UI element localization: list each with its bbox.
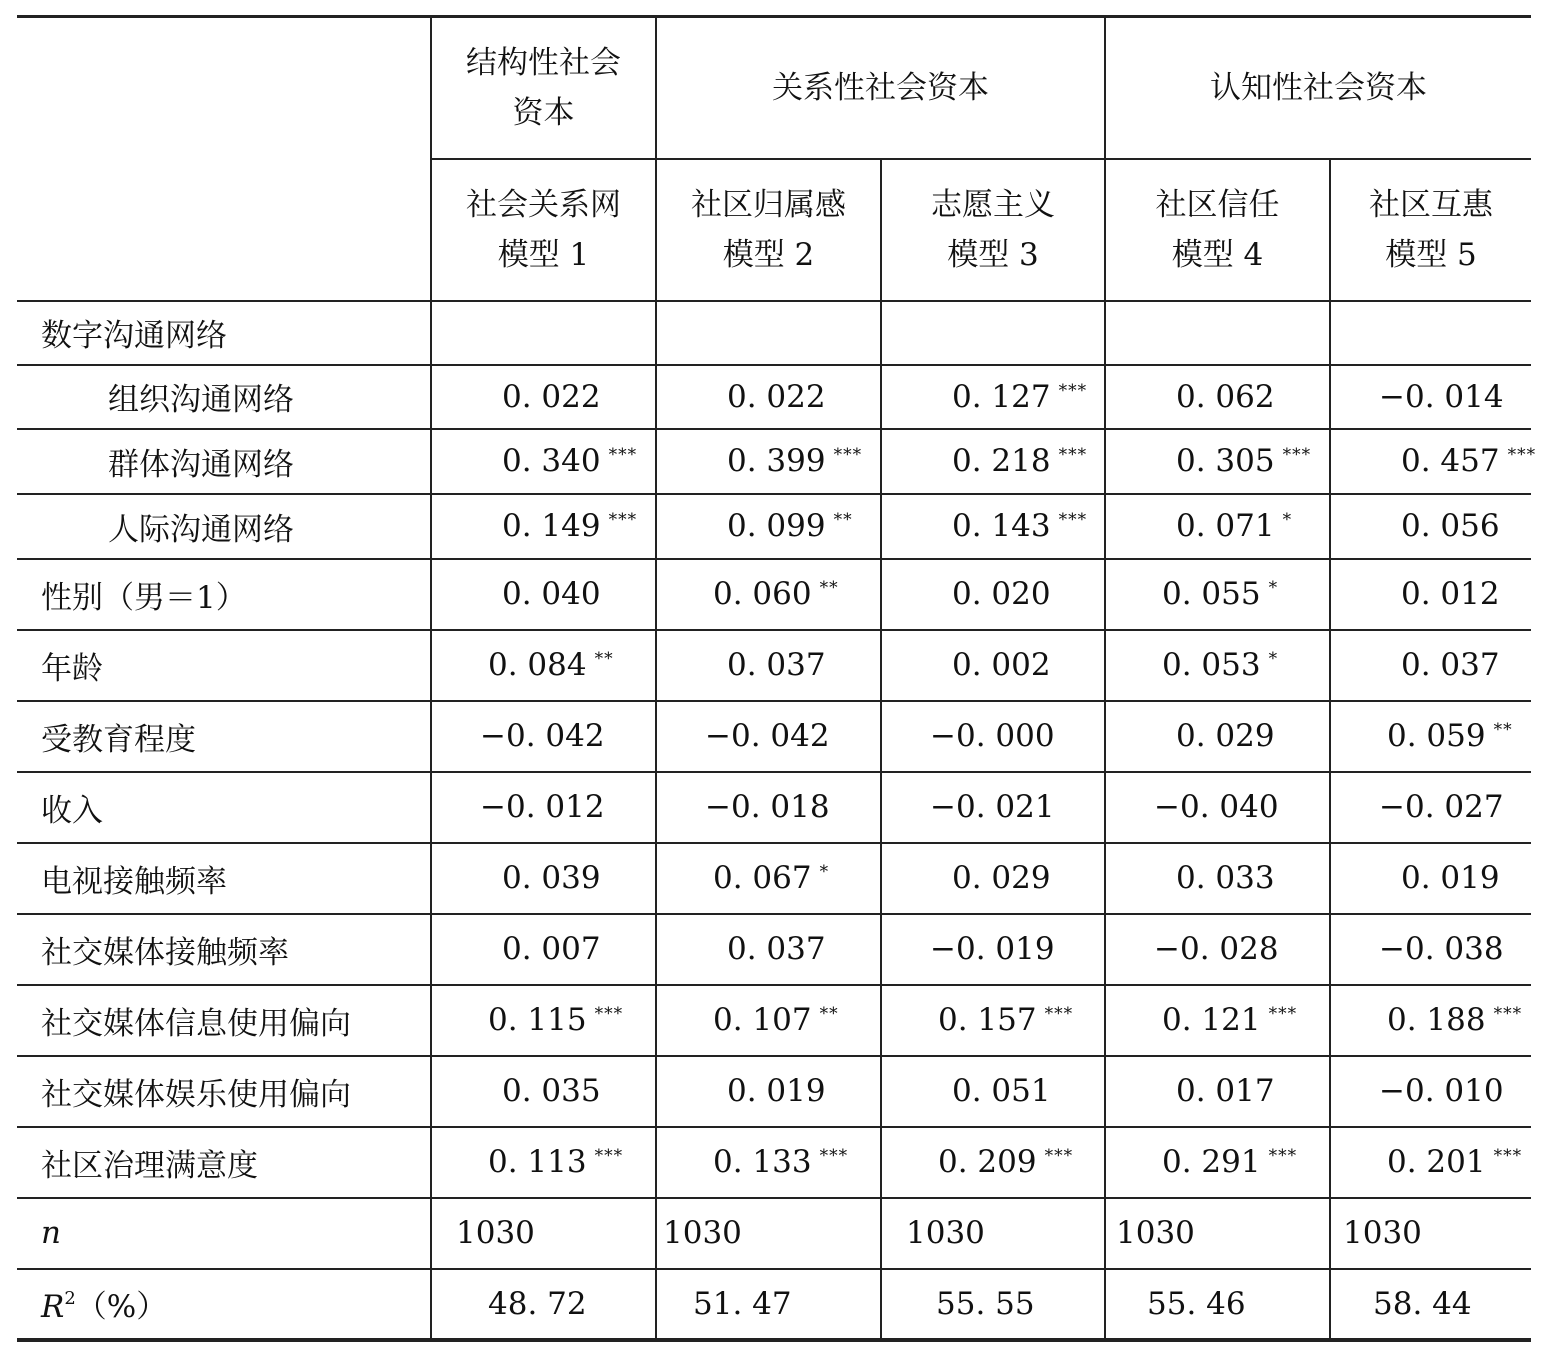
r2-unit: （%）	[75, 1289, 168, 1325]
coef-cell	[1105, 772, 1330, 843]
empty-cell	[1105, 301, 1330, 365]
significance-stars: ***	[1507, 445, 1537, 465]
empty-cell	[1330, 301, 1531, 365]
coef-cell	[656, 772, 881, 843]
table-row	[17, 701, 1531, 772]
coef-cell	[431, 914, 656, 985]
coef-cell	[881, 1056, 1105, 1127]
coef-cell	[656, 843, 881, 914]
coef-value: 0. 218	[952, 443, 1051, 479]
coef-cell	[431, 1056, 656, 1127]
coef-cell	[656, 630, 881, 701]
significance-stars: ***	[833, 445, 863, 465]
significance-stars: **	[594, 649, 614, 669]
coef-value: −0. 018	[705, 789, 830, 825]
coef-cell	[881, 772, 1105, 843]
coef-value: 0. 002	[952, 647, 1051, 683]
r2-cell-1: 48. 72	[431, 1269, 656, 1340]
header-group-cognitive: 认知性社会资本	[1105, 17, 1531, 159]
n-cell-2: 1030	[656, 1198, 881, 1269]
coef-cell	[1330, 630, 1531, 701]
coef-cell	[1330, 843, 1531, 914]
coef-value: 0. 113	[488, 1144, 587, 1180]
coef-cell	[1105, 1056, 1330, 1127]
coef-value: −0. 038	[1379, 931, 1504, 967]
table-row	[17, 494, 1531, 559]
coef-value: 0. 291	[1162, 1144, 1261, 1180]
row-label: 社区治理满意度	[17, 1127, 431, 1198]
n-cell-3: 1030	[881, 1198, 1105, 1269]
table-row	[17, 1056, 1531, 1127]
coef-value: −0. 019	[930, 931, 1055, 967]
coef-cell	[656, 985, 881, 1056]
coef-value: 0. 029	[952, 860, 1051, 896]
data-rows	[17, 365, 1537, 1198]
coef-value: 0. 022	[727, 378, 826, 415]
coef-value: −0. 040	[1154, 789, 1279, 825]
coef-cell	[1330, 1056, 1531, 1127]
coef-cell	[431, 365, 656, 429]
coef-cell	[1330, 701, 1531, 772]
coef-cell	[881, 365, 1105, 429]
r2-cell-2: 51. 47	[656, 1269, 881, 1340]
coef-value: 0. 007	[502, 931, 601, 967]
header-col-2-model: 模型 2	[722, 236, 815, 273]
table-row	[17, 365, 1531, 429]
significance-stars: ***	[1044, 1004, 1074, 1024]
row-label: 社交媒体娱乐使用偏向	[17, 1056, 431, 1127]
coef-value: 0. 051	[952, 1073, 1051, 1109]
coef-value: 0. 399	[727, 443, 826, 479]
coef-value: 0. 305	[1176, 443, 1275, 479]
coef-value: 0. 059	[1387, 718, 1486, 754]
header-col-4-dv: 社区信任	[1155, 186, 1280, 223]
r2-symbol: R	[41, 1289, 65, 1325]
r2-cell-5: 58. 44	[1330, 1269, 1531, 1340]
row-label: 社交媒体信息使用偏向	[17, 985, 431, 1056]
coef-value: 0. 019	[1401, 860, 1500, 896]
coef-value: 0. 457	[1401, 443, 1500, 479]
coef-value: 0. 099	[727, 508, 826, 544]
significance-stars: **	[833, 510, 853, 530]
significance-stars: ***	[608, 510, 638, 530]
significance-stars: *	[1268, 649, 1279, 669]
coef-cell	[1105, 1127, 1330, 1198]
r2-cell-3: 55. 55	[881, 1269, 1105, 1340]
coef-cell	[1105, 365, 1330, 429]
coef-cell	[881, 1127, 1105, 1198]
coef-cell	[1330, 494, 1531, 559]
coef-value: −0. 027	[1379, 789, 1504, 825]
empty-cell	[656, 301, 881, 365]
n-symbol: n	[41, 1215, 61, 1251]
significance-stars: ***	[1044, 1146, 1074, 1166]
coef-cell	[431, 772, 656, 843]
row-label: 年龄	[17, 630, 431, 701]
significance-stars: *	[1268, 578, 1279, 598]
coef-cell	[1105, 843, 1330, 914]
significance-stars: *	[819, 862, 830, 882]
coef-value: 0. 039	[502, 860, 601, 896]
empty-cell	[431, 301, 656, 365]
table-row	[17, 1127, 1531, 1198]
header-group-relational: 关系性社会资本	[656, 17, 1105, 159]
header-col-5-model: 模型 5	[1385, 236, 1477, 273]
coef-cell	[431, 630, 656, 701]
header-col-1-model: 模型 1	[497, 236, 590, 273]
coef-value: 0. 012	[1401, 576, 1500, 612]
table-row	[17, 429, 1531, 494]
header-col-3	[881, 159, 1105, 301]
header-col-2	[656, 159, 881, 301]
coef-cell	[656, 1127, 881, 1198]
coef-value: 0. 071	[1176, 508, 1275, 544]
row-label: 人际沟通网络	[17, 494, 431, 559]
coef-value: 0. 060	[713, 576, 812, 612]
significance-stars: ***	[1058, 510, 1088, 530]
coef-value: −0. 000	[930, 718, 1055, 754]
coef-value: 0. 084	[488, 647, 587, 683]
r2-exponent: 2	[64, 1288, 76, 1309]
n-label	[17, 1198, 431, 1269]
coef-value: 0. 037	[727, 647, 826, 683]
r2-cell-4: 55. 46	[1105, 1269, 1330, 1340]
n-cell-1: 1030	[431, 1198, 656, 1269]
n-cell-5: 1030	[1330, 1198, 1531, 1269]
header-col-3-dv: 志愿主义	[931, 186, 1055, 223]
table-row	[17, 914, 1531, 985]
coef-value: 0. 188	[1387, 1002, 1486, 1038]
coef-cell	[881, 630, 1105, 701]
coef-value: −0. 028	[1154, 931, 1279, 967]
coef-cell	[881, 985, 1105, 1056]
coef-value: 0. 035	[502, 1073, 601, 1109]
coef-value: 0. 029	[1176, 718, 1275, 754]
coef-cell	[656, 559, 881, 630]
header-group-structural	[431, 17, 656, 159]
coef-cell	[1330, 985, 1531, 1056]
table-row	[17, 559, 1531, 630]
coef-cell	[656, 1056, 881, 1127]
header-col-5	[1330, 159, 1531, 301]
coef-cell	[431, 701, 656, 772]
coef-cell	[656, 365, 881, 429]
row-label: 群体沟通网络	[17, 429, 431, 494]
coef-value: 0. 022	[502, 378, 601, 415]
n-row	[17, 1198, 1531, 1269]
header-group-structural-line2: 资本	[512, 94, 575, 131]
r2-label	[17, 1269, 431, 1340]
significance-stars: ***	[1493, 1146, 1523, 1166]
coef-value: −0. 012	[480, 789, 605, 825]
coef-cell	[881, 843, 1105, 914]
significance-stars: ***	[1058, 445, 1088, 465]
coef-cell	[1330, 559, 1531, 630]
coef-value: 0. 149	[502, 508, 601, 544]
coef-cell	[1105, 559, 1330, 630]
coef-cell	[431, 985, 656, 1056]
coef-value: 0. 127	[952, 378, 1051, 415]
significance-stars: ***	[1058, 380, 1088, 401]
coef-value: 0. 209	[938, 1144, 1037, 1180]
header-corner-cell	[17, 17, 431, 301]
coef-value: −0. 010	[1379, 1073, 1504, 1109]
significance-stars: *	[1282, 510, 1293, 530]
row-label: 社交媒体接触频率	[17, 914, 431, 985]
coef-value: 0. 157	[938, 1002, 1037, 1038]
coef-value: 0. 040	[502, 576, 601, 612]
coef-cell	[656, 701, 881, 772]
header-col-5-dv: 社区互惠	[1369, 186, 1493, 223]
coef-value: 0. 133	[713, 1144, 812, 1180]
coef-cell	[656, 914, 881, 985]
coef-cell	[1330, 365, 1531, 429]
coef-cell	[1105, 630, 1330, 701]
significance-stars: **	[819, 1004, 839, 1024]
row-label: 性别（男＝1）	[17, 559, 431, 630]
coef-cell	[431, 1127, 656, 1198]
significance-stars: ***	[608, 445, 638, 465]
table-row	[17, 630, 1531, 701]
coef-value: 0. 033	[1176, 860, 1275, 896]
coef-cell	[1105, 429, 1330, 494]
coef-cell	[881, 701, 1105, 772]
coef-cell	[1105, 701, 1330, 772]
significance-stars: ***	[594, 1004, 624, 1024]
coef-value: 0. 053	[1162, 647, 1261, 683]
coef-value: 0. 201	[1387, 1144, 1486, 1180]
coef-cell	[1330, 772, 1531, 843]
coef-cell	[656, 429, 881, 494]
coef-cell	[431, 494, 656, 559]
coef-cell	[656, 494, 881, 559]
coef-cell	[1105, 914, 1330, 985]
header-col-2-dv: 社区归属感	[691, 186, 846, 223]
coef-cell	[431, 843, 656, 914]
coef-cell	[1330, 429, 1537, 494]
coef-value: 0. 107	[713, 1002, 812, 1038]
coef-cell	[881, 429, 1105, 494]
table-row	[17, 772, 1531, 843]
coef-cell	[431, 429, 656, 494]
header-col-3-model: 模型 3	[947, 236, 1039, 273]
significance-stars: ***	[1268, 1004, 1298, 1024]
empty-cell	[881, 301, 1105, 365]
coef-value: −0. 042	[705, 718, 830, 754]
section-row	[17, 301, 1531, 365]
coef-value: 0. 019	[727, 1073, 826, 1109]
significance-stars: **	[1493, 720, 1513, 740]
significance-stars: ***	[1268, 1146, 1298, 1166]
n-cell-4: 1030	[1105, 1198, 1330, 1269]
coef-value: −0. 042	[480, 718, 605, 754]
coef-value: 0. 062	[1176, 378, 1275, 415]
coef-value: 0. 067	[713, 860, 812, 896]
row-label: 收入	[17, 772, 431, 843]
table-row	[17, 843, 1531, 914]
coef-cell	[881, 494, 1105, 559]
row-label: 组织沟通网络	[17, 365, 431, 429]
significance-stars: ***	[1282, 445, 1312, 465]
regression-table	[17, 15, 1537, 1342]
coef-cell	[1330, 914, 1531, 985]
header-col-4	[1105, 159, 1330, 301]
r2-row	[17, 1269, 1531, 1340]
row-label: 电视接触频率	[17, 843, 431, 914]
coef-value: 0. 037	[1401, 647, 1500, 683]
coef-cell	[1105, 985, 1330, 1056]
significance-stars: ***	[594, 1146, 624, 1166]
coef-cell	[881, 914, 1105, 985]
row-label: 受教育程度	[17, 701, 431, 772]
coef-value: 0. 055	[1162, 576, 1261, 612]
coef-value: 0. 056	[1401, 508, 1500, 544]
coef-value: −0. 021	[930, 789, 1055, 825]
header-group-structural-line1: 结构性社会	[466, 44, 621, 81]
coef-value: 0. 017	[1176, 1073, 1275, 1109]
coef-cell	[431, 559, 656, 630]
coef-value: 0. 020	[952, 576, 1051, 612]
coef-cell	[1330, 1127, 1531, 1198]
section-label: 数字沟通网络	[17, 301, 431, 365]
coef-value: 0. 121	[1162, 1002, 1261, 1038]
significance-stars: ***	[1493, 1004, 1523, 1024]
coef-cell	[1105, 494, 1330, 559]
table-row	[17, 985, 1531, 1056]
coef-cell	[881, 559, 1105, 630]
coef-value: 0. 143	[952, 508, 1051, 544]
header-col-1	[431, 159, 656, 301]
significance-stars: **	[819, 578, 839, 598]
coef-value: 0. 037	[727, 931, 826, 967]
coef-value: −0. 014	[1379, 378, 1504, 415]
header-col-4-model: 模型 4	[1171, 236, 1264, 273]
significance-stars: ***	[819, 1146, 849, 1166]
coef-value: 0. 340	[502, 443, 601, 479]
header-col-1-dv: 社会关系网	[466, 186, 621, 223]
coef-value: 0. 115	[488, 1002, 587, 1038]
header-group-row	[17, 17, 1531, 159]
